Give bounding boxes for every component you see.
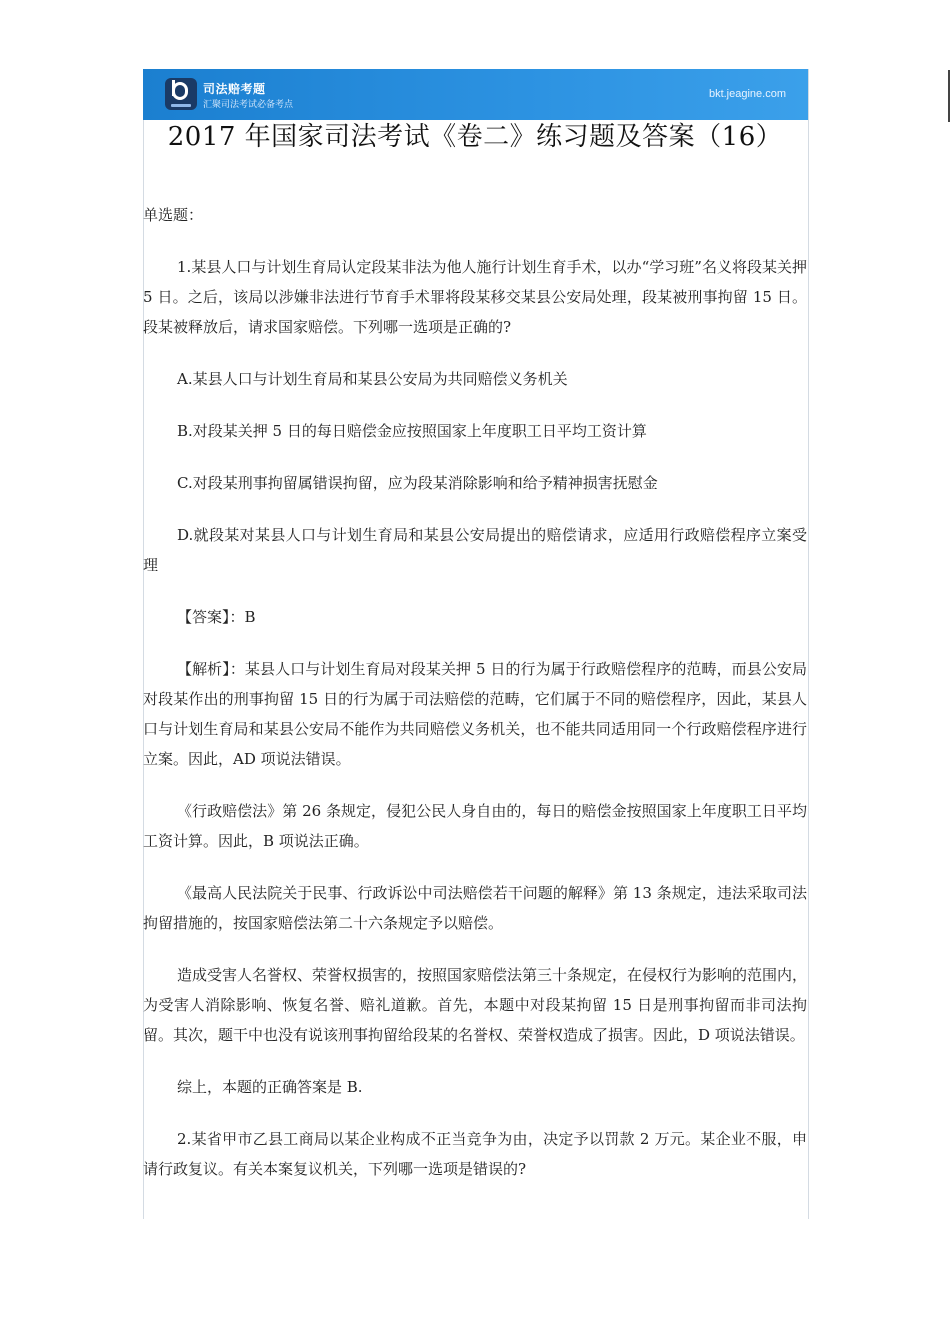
question-1-analysis: 【解析】：某县人口与计划生育局对段某关押 5 日的行为属于行政赔偿程序的范畴，而县公安局对段某作出的刑事拘留 15 日的行为属于司法赔偿的范畴，它们属于不同的赔偿程序，因此，某县人口与计划生育局和某县公安局不能作为共同赔偿义务机关，也不能共同适用同一个行政赔偿程序进行立案。因此，AD 项说法错误。 [143, 660, 807, 768]
question-1-answer: 【答案】：B [177, 608, 256, 626]
question-1-option-a: A.某县人口与计划生育局和某县公安局为共同赔偿义务机关 [177, 370, 568, 388]
question-1-analysis-c: 《最高人民法院关于民事、行政诉讼中司法赔偿若干问题的解释》第 13 条规定，违法采取司法拘留措施的，按国家赔偿法第二十六条规定予以赔偿。 [143, 884, 807, 932]
section-label: 单选题： [143, 206, 204, 224]
brand-name: 司法赔考题 [203, 82, 266, 96]
question-2-stem: 2.某省甲市乙县工商局以某企业构成不正当竞争为由，决定予以罚款 2 万元。某企业不服，申请行政复议。有关本案复议机关，下列哪一选项是错误的? [143, 1130, 807, 1178]
question-1-option-d: D.就段某对某县人口与计划生育局和某县公安局提出的赔偿请求，应适用行政赔偿程序立案受理 [143, 526, 807, 574]
brand-logo-icon [165, 78, 197, 110]
header-banner [143, 69, 808, 120]
question-1-conclusion: 综上，本题的正确答案是 B. [177, 1078, 363, 1096]
question-1-analysis-d: 造成受害人名誉权、荣誉权损害的，按照国家赔偿法第三十条规定，在侵权行为影响的范围内，为受害人消除影响、恢复名誉、赔礼道歉。首先，本题中对段某拘留 15 日是刑事拘留而非司法拘留。其次，题干中也没有说该刑事拘留给段某的名誉权、荣誉权造成了损害。因此，D 项说法错误。 [143, 966, 808, 1044]
question-1-option-c: C.对段某刑事拘留属错误拘留，应为段某消除影响和给予精神损害抚慰金 [177, 474, 658, 492]
site-url-link[interactable]: bkt.jeagine.com [708, 88, 786, 100]
brand-slogan: 汇聚司法考试必备考点 [203, 100, 294, 110]
question-1-analysis-b: 《行政赔偿法》第 26 条规定，侵犯公民人身自由的，每日的赔偿金按照国家上年度职工日平均工资计算。因此，B 项说法正确。 [143, 802, 807, 850]
question-1-stem: 1.某县人口与计划生育局认定段某非法为他人施行计划生育手术，以办“学习班”名义将段某关押 5 日。之后，该局以涉嫌非法进行节育手术罪将段某移交某县公安局处理，段某被刑事拘留 15 日。段某被释放后，请求国家赔偿。下列哪一选项是正确的? [143, 258, 807, 336]
question-1-option-b: B.对段某关押 5 日的每日赔偿金应按照国家上年度职工日平均工资计算 [177, 422, 647, 440]
document-title: 2017 年国家司法考试《卷二》练习题及答案（16） [167, 122, 783, 152]
document-body [143, 200, 807, 1184]
